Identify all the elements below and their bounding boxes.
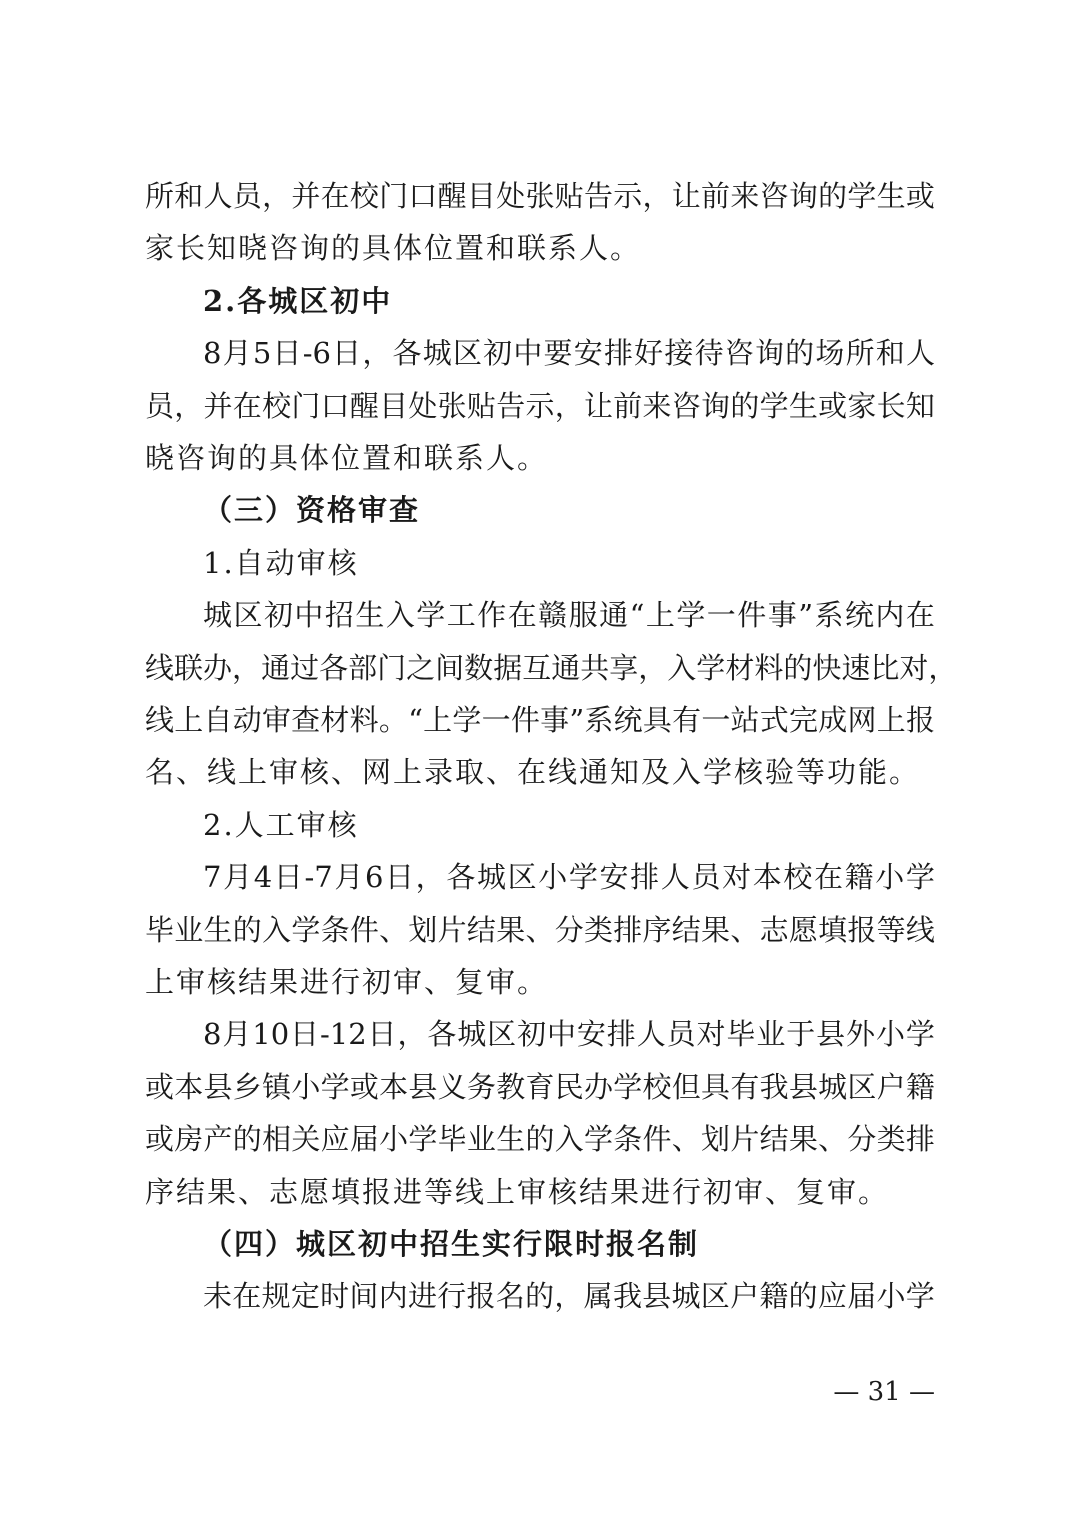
text-line: 2.人工审核 [203,807,359,842]
section-heading: 2.各城区初中 [203,283,393,318]
text-line: 所 和 人 员 ， 并 在 校 门 口 醒 目 处 张 贴 告 示 ， 让 前 来 咨 询 的 学 生 或 [145,179,935,213]
text-line: 7 月 4 日 -7 月 6 日 ， 各 城 区 小 学 安 排 人 员 对 本 校 在 籍 小 学 [203,860,935,895]
text-line: 上审核结果进行初审、复审。 [145,965,549,999]
text-line: 晓咨询的具体位置和联系人。 [145,441,549,475]
text-line: 员 ， 并 在 校 门 口 醒 目 处 张 贴 告 示 ， 让 前 来 咨 询 的 学 生 或 家 长 知 [145,388,935,423]
text-line: 8 月 10 日 -12 日 ， 各 城 区 初 中 安 排 人 员 对 毕 业 于 县 外 小 学 [203,1017,935,1052]
text-line: 城 区 初 中 招 生 入 学 工 作 在 赣 服 通 “ 上 学 一 件 事 ” 系 统 内 在 [203,598,935,633]
text-line: 或 房 产 的 相 关 应 届 小 学 毕 业 生 的 入 学 条 件 、 划 片 结 果 、 分 类 排 [145,1122,935,1157]
text-line: 家长知晓咨询的具体位置和联系人。 [145,231,642,266]
text-line: 1.自动审核 [203,545,359,580]
section-heading: （三）资格审查 [203,493,421,528]
text-line: 8 月 5 日 -6 日 ， 各 城 区 初 中 要 安 排 好 接 待 咨 询 的 场 所 和 人 [203,336,935,371]
text-line: 毕 业 生 的 入 学 条 件 、 划 片 结 果 、 分 类 排 序 结 果 、 志 愿 填 报 等 线 [145,912,935,947]
section-heading: （四）城区初中招生实行限时报名制 [203,1227,700,1261]
page-number: — 31 — [833,1377,935,1407]
text-line: 序结果、志愿填报进等线上审核结果进行初审、复审。 [145,1174,890,1209]
text-line: 未 在 规 定 时 间 内 进 行 报 名 的 ， 属 我 县 城 区 户 籍 的 应 届 小 学 [203,1279,935,1314]
text-line: 名、线上审核、网上录取、在线通知及入学核验等功能。 [145,755,921,790]
text-line: 或 本 县 乡 镇 小 学 或 本 县 义 务 教 育 民 办 学 校 但 具 有 我 县 城 区 户 籍 [145,1069,935,1104]
text-line: 线 上 自 动 审 查 材 料 。 “ 上 学 一 件 事 ” 系 统 具 有 一 站 式 完 成 网 上 报 [145,703,935,737]
text-line: 线 联 办 ， 通 过 各 部 门 之 间 数 据 互 通 共 享 ， 入 学 材 料 的 快 速 比 对 ， [145,650,958,685]
